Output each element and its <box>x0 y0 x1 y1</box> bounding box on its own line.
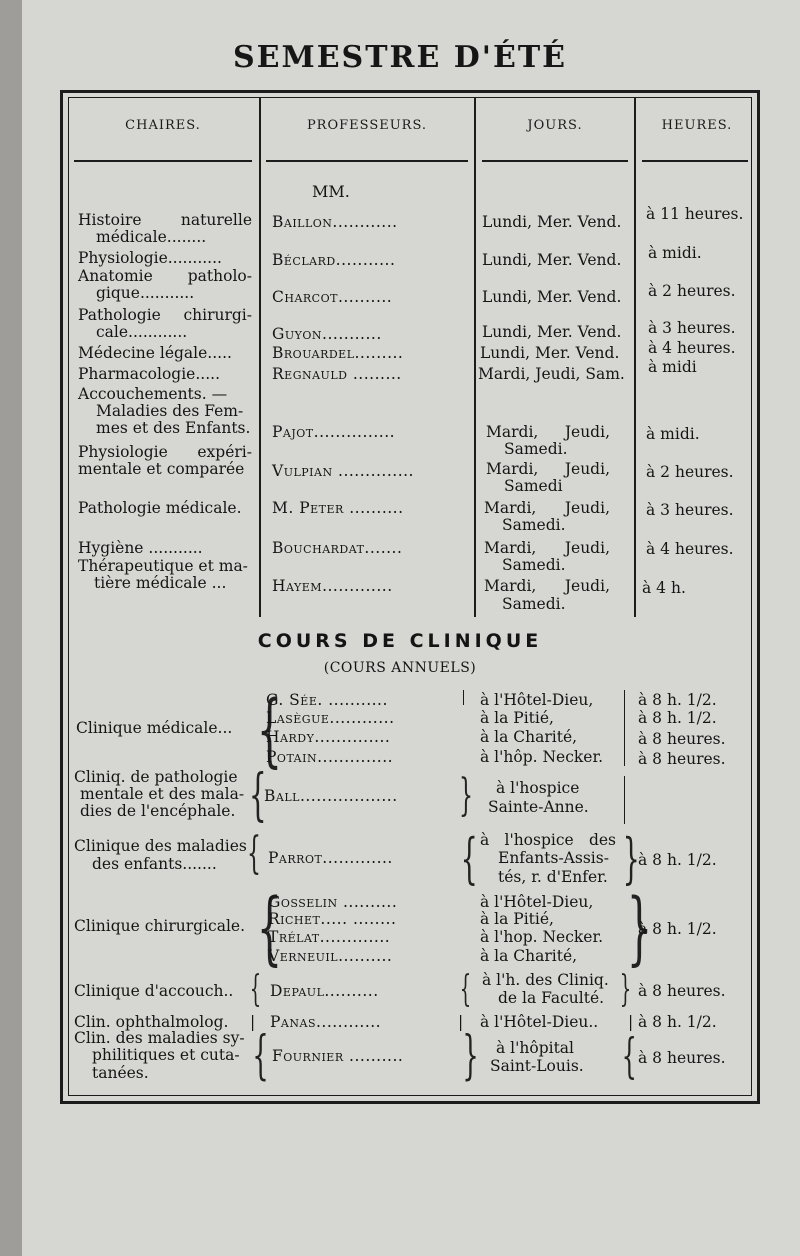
clinique-lieu: Enfants-Assis- <box>498 849 609 867</box>
clinique-professeur: Ball.................. <box>264 787 398 805</box>
clinique-chaire-line: Clinique médicale... <box>76 719 233 737</box>
brace-icon: { <box>248 763 267 828</box>
clinique-lieu: à l'Hôtel-Dieu.. <box>480 1013 599 1031</box>
clinique-section-subtitle: (COURS ANNUELS) <box>323 660 477 676</box>
jours-line: Samedi. <box>502 556 566 574</box>
jours-line: Samedi. <box>504 440 568 458</box>
column-divider <box>474 97 476 617</box>
jours-line: Samedi. <box>502 595 566 613</box>
professeur-name: Charcot.......... <box>272 288 393 306</box>
clinique-lieu: à la Charité, <box>480 728 578 746</box>
header-heures: HEURES. <box>661 118 733 133</box>
jours-line: Mardi, Jeudi, <box>486 423 610 441</box>
professeur-name: Vulpian .............. <box>272 462 414 480</box>
column-divider <box>259 97 261 617</box>
professeur-name: Baillon............ <box>272 213 398 231</box>
brace-icon: { <box>621 1028 637 1084</box>
header-rule <box>266 160 468 162</box>
clinique-chaire-line: Clinique des maladies <box>74 837 247 855</box>
jours-line: Mardi, Jeudi, <box>484 539 610 557</box>
chaire-line: Pathologie chirurgi- <box>78 306 252 324</box>
jours-line: Mardi, Jeudi, Sam. <box>478 365 625 383</box>
clinique-lieu: à l'Hôtel-Dieu, <box>480 691 594 709</box>
professeur-name: M. Peter .......... <box>272 499 404 517</box>
clinique-divider <box>624 776 625 824</box>
brace-icon: { <box>460 827 478 890</box>
header-professeurs: PROFESSEURS. <box>306 118 428 133</box>
clinique-lieu: à l'hospice des <box>480 831 616 849</box>
heure-value: à midi. <box>646 425 700 443</box>
clinique-lieu: à la Charité, <box>480 947 578 965</box>
clinique-lieu: à l'hop. Necker. <box>480 928 604 946</box>
professeur-name: Béclard........... <box>272 251 396 269</box>
clinique-lieu: Saint-Louis. <box>490 1057 584 1075</box>
clinique-professeur: Verneuil.......... <box>268 947 393 965</box>
clinique-lieu: de la Faculté. <box>498 989 605 1007</box>
clinique-chaire-line: Cliniq. de pathologie <box>74 768 238 786</box>
chaire-line: Anatomie patholo- <box>78 267 252 285</box>
page-title: SEMESTRE D'ÉTÉ <box>232 40 568 75</box>
header-rule <box>482 160 628 162</box>
brace-icon: { <box>459 969 472 1010</box>
chaire-line: médicale........ <box>96 228 207 246</box>
clinique-divider <box>463 690 464 705</box>
chaire-line: mes et des Enfants. <box>96 419 251 437</box>
mm-label: MM. <box>312 182 350 201</box>
brace-icon: } <box>619 969 632 1010</box>
header-jours: JOURS. <box>527 118 583 133</box>
professeur-name: Brouardel......... <box>272 344 404 362</box>
brace-icon: { <box>247 828 261 879</box>
clinique-section-title: COURS DE CLINIQUE <box>257 630 543 652</box>
clinique-lieu: à l'h. des Cliniq. <box>482 971 609 989</box>
brace-icon: { <box>256 881 283 974</box>
brace-icon: } <box>622 827 640 890</box>
chaire-line: Physiologie expéri- <box>78 443 252 461</box>
clinique-professeur: G. Sée. ........... <box>266 691 388 709</box>
header-rule <box>642 160 748 162</box>
clinique-lieu: à l'hôp. Necker. <box>480 748 604 766</box>
clinique-professeur: Panas............ <box>270 1013 382 1031</box>
clinique-professeur: Fournier .......... <box>272 1047 404 1065</box>
bar-separator: | <box>458 1013 464 1031</box>
clinique-chaire-line: Clin. des maladies sy- <box>74 1029 245 1047</box>
clinique-heure: à 8 h. 1/2. <box>638 709 717 727</box>
chaire-line: gique........... <box>96 284 195 302</box>
heure-value: à 4 heures. <box>646 540 734 558</box>
clinique-professeur: Lasègue............ <box>266 709 395 727</box>
professeur-name: Guyon........... <box>272 325 382 343</box>
jours-line: Mardi, Jeudi, <box>486 460 610 478</box>
heure-value: à 11 heures. <box>646 205 744 223</box>
chaire-line: Physiologie........... <box>78 249 222 267</box>
jours-line: Mardi, Jeudi, <box>484 577 610 595</box>
professeur-name: Bouchardat....... <box>272 539 403 557</box>
clinique-chaire-line: mentale et des mala- <box>80 785 245 803</box>
brace-icon: { <box>256 683 283 776</box>
clinique-lieu: à l'hospice <box>496 779 580 797</box>
clinique-heure: à 8 heures. <box>638 982 726 1000</box>
chaire-line: Accouchements. — <box>78 385 228 403</box>
clinique-lieu: à la Pitié, <box>480 910 554 928</box>
clinique-lieu: tés, r. d'Enfer. <box>498 868 608 886</box>
header-rule <box>74 160 252 162</box>
heure-value: à midi <box>648 358 697 376</box>
professeur-name: Hayem............. <box>272 577 393 595</box>
clinique-heure: à 8 heures. <box>638 1049 726 1067</box>
clinique-lieu: à l'Hôtel-Dieu, <box>480 893 594 911</box>
clinique-chaire-line: Clinique chirurgicale. <box>74 917 245 935</box>
clinique-heure: à 8 heures. <box>638 730 726 748</box>
clinique-chaire-line: philitiques et cuta- <box>92 1046 240 1064</box>
clinique-heure: à 8 h. 1/2. <box>638 851 717 869</box>
clinique-chaire-line: des enfants....... <box>92 855 217 873</box>
heure-value: à 2 heures. <box>648 282 736 300</box>
chaire-line: Maladies des Fem- <box>96 402 244 420</box>
clinique-lieu: Sainte-Anne. <box>488 798 589 816</box>
heure-value: à 4 heures. <box>648 339 736 357</box>
chaire-line: Histoire naturelle <box>78 211 252 229</box>
clinique-professeur: Gosselin .......... <box>268 893 398 911</box>
jours-line: Samedi. <box>502 516 566 534</box>
clinique-heure: à 8 h. 1/2. <box>638 691 717 709</box>
professeur-name: Regnauld ......... <box>272 365 402 383</box>
brace-icon: { <box>249 969 262 1010</box>
clinique-lieu: à la Pitié, <box>480 709 554 727</box>
chaire-line: tière médicale ... <box>94 574 227 592</box>
jours-line: Samedi <box>504 477 563 495</box>
header-chaires: CHAIRES. <box>125 118 201 133</box>
jours-line: Lundi, Mer. Vend. <box>482 213 622 231</box>
brace-icon: } <box>626 881 653 974</box>
chaire-line: Thérapeutique et ma- <box>78 557 248 575</box>
clinique-divider <box>624 690 625 766</box>
clinique-professeur: Potain.............. <box>266 748 394 766</box>
heure-value: à 3 heures. <box>646 501 734 519</box>
clinique-professeur: Richet..... ........ <box>268 910 397 928</box>
clinique-chaire-line: dies de l'encéphale. <box>80 802 236 820</box>
heure-value: à 3 heures. <box>648 319 736 337</box>
chaire-line: Médecine légale..... <box>78 344 232 362</box>
chaire-line: Pharmacologie..... <box>78 365 220 383</box>
heure-value: à midi. <box>648 244 702 262</box>
clinique-chaire-line: Clinique d'accouch.. <box>74 982 234 1000</box>
clinique-professeur: Parrot............. <box>268 849 393 867</box>
clinique-heure: à 8 h. 1/2. <box>638 920 717 938</box>
clinique-professeur: Hardy.............. <box>266 728 391 746</box>
jours-line: Lundi, Mer. Vend. <box>482 251 622 269</box>
heure-value: à 4 h. <box>642 579 686 597</box>
clinique-chaire-line: tanées. <box>92 1064 149 1082</box>
clinique-lieu: à l'hôpital <box>496 1039 575 1057</box>
column-divider <box>634 97 636 617</box>
jours-line: Mardi, Jeudi, <box>484 499 610 517</box>
brace-icon: } <box>459 770 473 821</box>
clinique-professeur: Trélat............. <box>268 928 391 946</box>
chaire-line: mentale et comparée <box>78 460 245 478</box>
jours-line: Lundi, Mer. Vend. <box>480 344 620 362</box>
chaire-line: cale............ <box>96 323 188 341</box>
jours-line: Lundi, Mer. Vend. <box>482 288 622 306</box>
heure-value: à 2 heures. <box>646 463 734 481</box>
clinique-professeur: Depaul.......... <box>270 982 379 1000</box>
brace-icon: { <box>252 1026 269 1086</box>
brace-icon: } <box>462 1026 479 1086</box>
jours-line: Lundi, Mer. Vend. <box>482 323 622 341</box>
chaire-line: Pathologie médicale. <box>78 499 242 517</box>
chaire-line: Hygiène ........... <box>78 539 203 557</box>
clinique-heure: à 8 h. 1/2. <box>638 1013 717 1031</box>
clinique-heure: à 8 heures. <box>638 750 726 768</box>
bar-separator: | <box>628 1013 634 1031</box>
clinique-chaire-line: Clin. ophthalmolog. <box>74 1013 229 1031</box>
bar-separator: | <box>250 1013 256 1031</box>
professeur-name: Pajot............... <box>272 423 396 441</box>
